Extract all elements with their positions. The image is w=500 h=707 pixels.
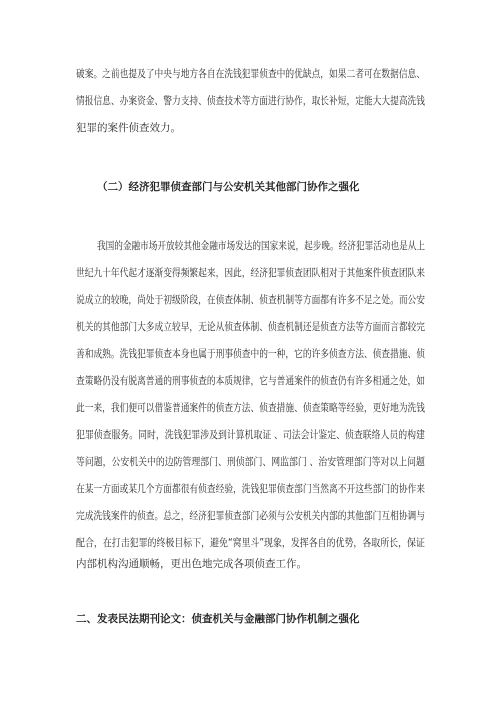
- paragraph-line: 说成立的较晚，尚处于初级阶段，在侦查体制、侦查机制等方面都有许多不足之处。而公安: [76, 294, 425, 306]
- paragraph-line: 犯罪侦查服务。同时，洗钱犯罪涉及到计算机取证 、司法会计鉴定、侦查联络人员的构建: [76, 429, 425, 441]
- paragraph-line: 我国的金融市场开放较其他金融市场发达的国家来说，起步晚。经济犯罪活动也是从上: [97, 240, 425, 252]
- paragraph-line: 查策略仍没有脱离普通的刑事侦查的本质规律，它与普通案件的侦查仍有许多相通之处，如: [76, 375, 425, 387]
- paragraph-line: 在某一方面或某几个方面都很有侦查经验，洗钱犯罪侦查部门当然离不开这些部门的协作来: [76, 483, 425, 495]
- paragraph-line: 破案。之前也提及了中央与地方各自在洗钱犯罪侦查中的优缺点，如果二者可在数据信息、: [76, 68, 425, 80]
- paragraph-line: 配合，在打击犯罪的终极目标下，避免“窝里斗”现象，发挥各自的优势，各取所长，保证: [76, 537, 425, 549]
- paragraph-line: 犯罪的案件侦查效力。: [76, 122, 181, 134]
- paragraph-line: 此一来，我们便可以借鉴普通案件的侦查方法、侦查措施、侦查策略等经验，更好地为洗钱: [76, 402, 425, 414]
- section-heading: 二、发表民法期刊论文：侦查机关与金融部门协作机制之强化: [76, 613, 360, 625]
- paragraph-line: 机关的其他部门大多成立较早，无论从侦查体制、侦查机制还是侦查方法等方面而言都较完: [76, 321, 425, 333]
- section-heading: （二）经济犯罪侦查部门与公安机关其他部门协作之强化: [97, 181, 360, 193]
- paragraph-line: 等问题，公安机关中的边防管理部门、刑侦部门、网监部门 、治安管理部门等对以上问题: [76, 456, 425, 468]
- paragraph-line: 善和成熟。洗钱犯罪侦查本身也属于刑事侦查中的一种，它的许多侦查方法、侦查措施、侦: [76, 348, 425, 360]
- paragraph-line: 内部机构沟通顺畅，更出色地完成各项侦查工作。: [76, 558, 307, 570]
- paragraph-line: 完成洗钱案件的侦查。总之，经济犯罪侦查部门必须与公安机关内部的其他部门互相协调与: [76, 510, 425, 522]
- paragraph-line: 情报信息、办案资金、警力支持、侦查技术等方面进行协作，取长补短，定能大大提高洗钱: [76, 95, 425, 107]
- paragraph-line: 世纪九十年代起才逐渐变得频繁起来，因此，经济犯罪侦查团队相对于其他案件侦查团队来: [76, 267, 425, 279]
